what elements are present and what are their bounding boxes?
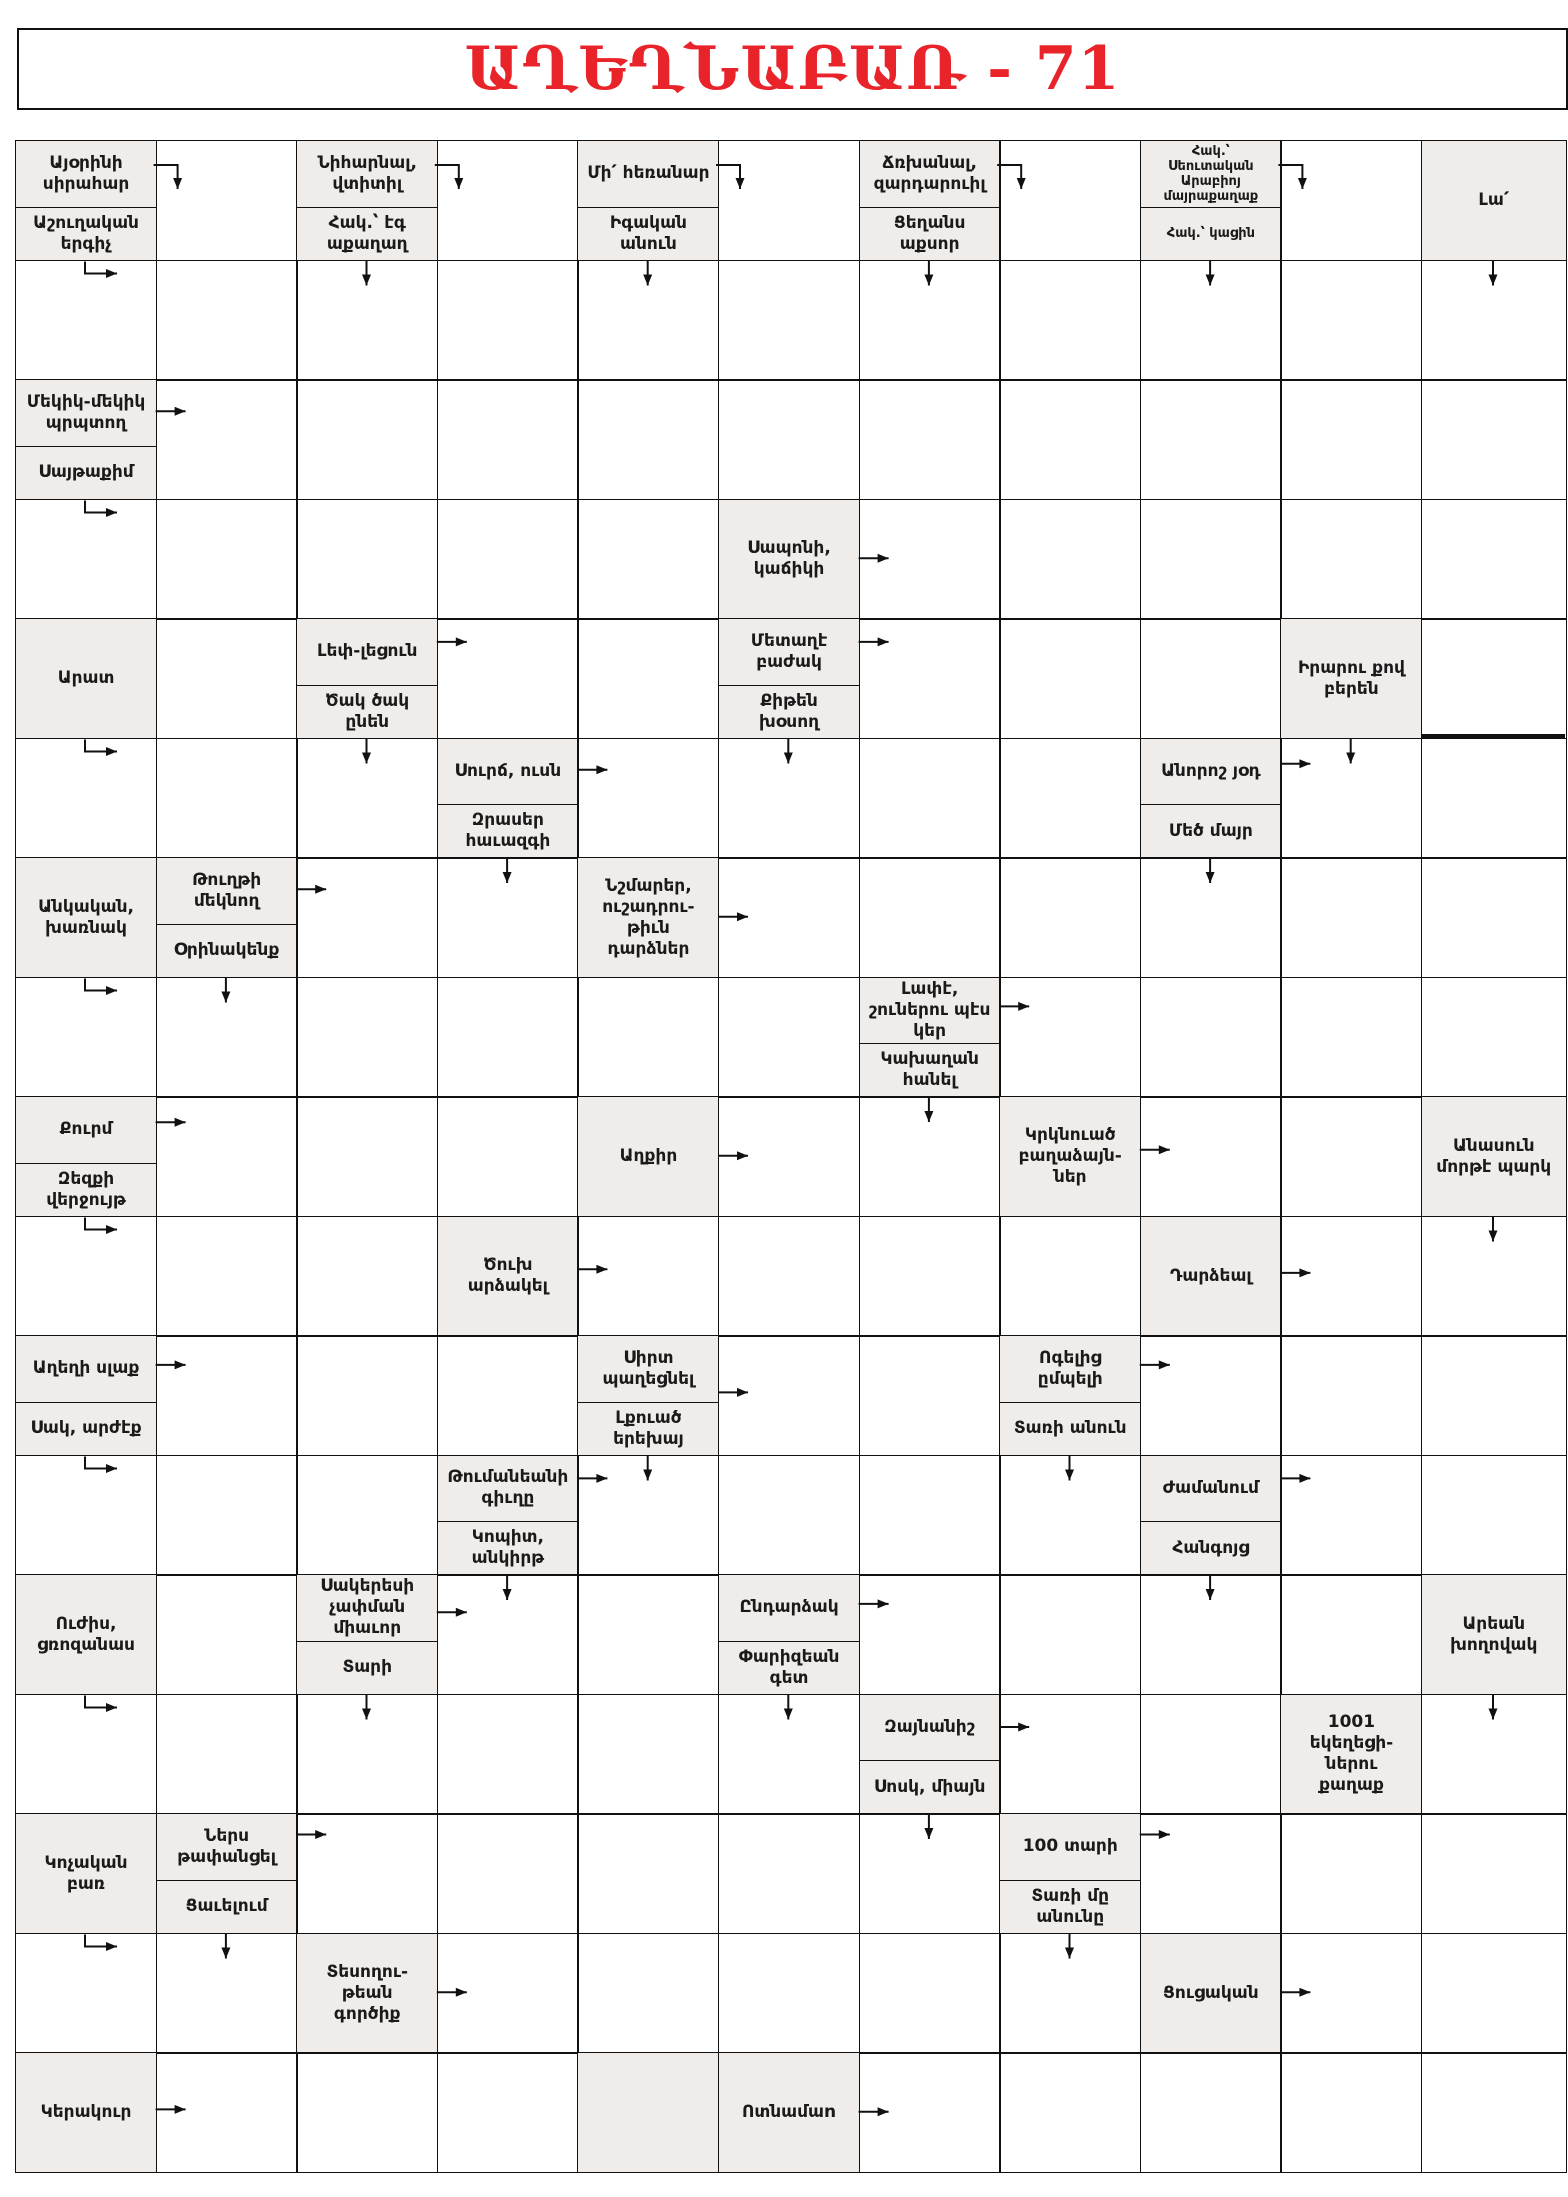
answer-cell[interactable] (859, 1096, 1001, 1217)
answer-cell[interactable] (296, 1096, 438, 1217)
answer-cell[interactable] (999, 1455, 1141, 1576)
answer-cell[interactable] (437, 1694, 579, 1815)
answer-cell[interactable] (156, 1574, 298, 1695)
answer-cell[interactable] (718, 260, 860, 381)
clue-text: Սուրճ, ուսն (454, 760, 562, 781)
clue-text: Կախաղան հանել (880, 1049, 979, 1091)
clue-text: Մի՛ հեռանար (587, 163, 710, 184)
clue-cell (437, 738, 579, 859)
clue-text: Սոսկ, միայն (873, 1776, 986, 1797)
answer-cell[interactable] (156, 1455, 298, 1576)
answer-cell[interactable] (718, 738, 860, 859)
clue-text: Ժամանում (1162, 1477, 1259, 1498)
answer-cell[interactable] (859, 379, 1001, 500)
answer-cell[interactable] (1421, 1933, 1567, 2054)
clue-divider (438, 1521, 578, 1522)
clue-cell (1140, 1455, 1282, 1576)
clue-divider (1000, 1880, 1140, 1881)
answer-cell[interactable] (296, 1813, 438, 1934)
clue-divider (297, 207, 437, 208)
clue-text: Անասուն մորթէ պարկ (1436, 1135, 1552, 1177)
clue-divider (1000, 1402, 1140, 1403)
clue-cell (718, 499, 860, 620)
answer-cell[interactable] (156, 977, 298, 1098)
answer-cell[interactable] (1280, 379, 1422, 500)
answer-cell[interactable] (15, 1455, 157, 1576)
answer-cell[interactable] (156, 2052, 298, 2173)
answer-cell[interactable] (1280, 1096, 1422, 1217)
answer-cell[interactable] (296, 1216, 438, 1337)
clue-text: Զայնանիշ (884, 1716, 975, 1737)
answer-cell[interactable] (156, 738, 298, 859)
answer-cell[interactable] (1421, 1813, 1567, 1934)
answer-cell[interactable] (718, 1096, 860, 1217)
answer-cell[interactable] (577, 260, 719, 381)
answer-cell[interactable] (1140, 1813, 1282, 1934)
clue-cell (296, 1574, 438, 1695)
clue-text: Ցեղանս աքսոր (893, 212, 966, 254)
clue-text: Մեկիկ-մեկիկ պրպտող (26, 391, 146, 433)
clue-text: Նշմարեր, ուշադրու- թիւն դարձներ (602, 875, 695, 959)
clue-cell (1280, 618, 1422, 739)
clue-text: Արեան խողովակ (1450, 1613, 1538, 1655)
answer-cell[interactable] (15, 977, 157, 1098)
answer-cell[interactable] (15, 738, 157, 859)
clue-text: Մետաղէ բաժակ (750, 630, 828, 672)
clue-text: Զրասեր հաւազգի (465, 810, 551, 852)
clue-divider (16, 207, 156, 208)
answer-cell[interactable] (718, 1455, 860, 1576)
clue-cell (577, 857, 719, 978)
clue-text: Սայթաքիմ (38, 462, 134, 483)
clue-text: Թուղթի մեկնող (192, 869, 262, 911)
answer-cell[interactable] (296, 1455, 438, 1576)
clue-text: Ընդարձակ (739, 1597, 839, 1618)
answer-cell[interactable] (1421, 857, 1567, 978)
answer-cell[interactable] (577, 379, 719, 500)
answer-cell[interactable] (15, 499, 157, 620)
answer-cell[interactable] (1421, 1335, 1567, 1456)
clue-cell (15, 1574, 157, 1695)
clue-text: Քուրմ (59, 1119, 113, 1140)
answer-cell[interactable] (859, 738, 1001, 859)
answer-cell[interactable] (999, 1694, 1141, 1815)
answer-cell[interactable] (1280, 1933, 1422, 2054)
clue-cell (859, 977, 1001, 1098)
clue-text: Հակ.՝ կացին (1166, 226, 1255, 242)
clue-cell (15, 2052, 157, 2173)
clue-divider (157, 924, 297, 925)
clue-text: Անկական, խառնակ (38, 896, 134, 938)
clue-text: 100 տարի (1022, 1836, 1118, 1857)
answer-cell[interactable] (15, 1216, 157, 1337)
answer-cell[interactable] (437, 1933, 579, 2054)
clue-text: Աշուղական երգիչ (33, 212, 139, 254)
answer-cell[interactable] (718, 857, 860, 978)
answer-cell[interactable] (296, 499, 438, 620)
answer-cell[interactable] (156, 379, 298, 500)
clue-text: Հակ.՝ էգ աքաղաղ (326, 212, 408, 254)
clue-divider (578, 1402, 718, 1403)
answer-cell[interactable] (718, 977, 860, 1098)
clue-text: Ճռխանալ, զարդարուիլ (873, 152, 986, 194)
clue-text: Կոչական բառ (44, 1852, 128, 1894)
clue-cell (15, 618, 157, 739)
clue-text: Թումանեանի գիւղը (447, 1467, 569, 1509)
clue-text: Կոպիտ, անկիրթ (471, 1527, 545, 1569)
clue-text: Տեսողու- թեան գործիք (326, 1961, 409, 2024)
clue-cell (577, 1335, 719, 1456)
answer-cell[interactable] (437, 1335, 579, 1456)
answer-cell[interactable] (859, 857, 1001, 978)
answer-cell[interactable] (718, 1813, 860, 1934)
answer-cell[interactable] (1280, 857, 1422, 978)
clue-divider (16, 446, 156, 447)
clue-text: Լքուած երեխայ (613, 1407, 684, 1449)
answer-cell[interactable] (156, 1694, 298, 1815)
answer-cell[interactable] (577, 1813, 719, 1934)
clue-divider (860, 207, 1000, 208)
answer-cell[interactable] (1140, 1096, 1282, 1217)
answer-cell[interactable] (999, 738, 1141, 859)
clue-cell (15, 1813, 157, 1934)
clue-text: Մեծ մայր (1168, 820, 1253, 841)
clue-cell (156, 857, 298, 978)
answer-cell[interactable] (437, 857, 579, 978)
clue-text: Ցաւելում (185, 1896, 268, 1917)
answer-cell[interactable] (859, 1574, 1001, 1695)
answer-cell[interactable] (1421, 1694, 1567, 1815)
answer-cell[interactable] (999, 260, 1141, 381)
answer-cell[interactable] (437, 1574, 579, 1695)
answer-cell[interactable] (1421, 618, 1567, 739)
clue-cell (156, 1813, 298, 1934)
clue-divider (860, 1760, 1000, 1761)
answer-cell[interactable] (999, 618, 1141, 739)
answer-cell[interactable] (999, 1216, 1141, 1337)
clue-text: Դարձեալ (1169, 1265, 1252, 1286)
answer-cell[interactable] (437, 977, 579, 1098)
answer-cell[interactable] (577, 738, 719, 859)
clue-cell (437, 1216, 579, 1337)
answer-cell[interactable] (1280, 1574, 1422, 1695)
clue-text: Կրկնուած բաղաձայն- ներ (1018, 1125, 1122, 1188)
clue-text: Տարի (342, 1657, 393, 1678)
clue-cell (15, 379, 157, 500)
answer-cell[interactable] (156, 1335, 298, 1456)
answer-cell[interactable] (296, 1694, 438, 1815)
clue-text: Տառի մը անունը (1031, 1885, 1110, 1927)
answer-cell[interactable] (296, 260, 438, 381)
answer-cell[interactable] (718, 140, 860, 261)
answer-cell[interactable] (577, 1216, 719, 1337)
clue-text: Սակ, արժէք (30, 1418, 142, 1439)
clue-text: Ներս թափանցել (177, 1825, 276, 1867)
answer-cell[interactable] (859, 499, 1001, 620)
clue-divider (719, 685, 859, 686)
answer-cell[interactable] (156, 1933, 298, 2054)
clue-divider (16, 1163, 156, 1164)
clue-text: Սակերեսի չափման միաւոր (320, 1576, 415, 1639)
answer-cell[interactable] (1421, 2052, 1567, 2173)
clue-divider (1141, 804, 1281, 805)
answer-cell[interactable] (577, 1574, 719, 1695)
answer-cell[interactable] (718, 1694, 860, 1815)
answer-cell[interactable] (577, 977, 719, 1098)
answer-cell[interactable] (1140, 260, 1282, 381)
answer-cell[interactable] (437, 618, 579, 739)
answer-cell[interactable] (1280, 1335, 1422, 1456)
answer-cell[interactable] (1421, 977, 1567, 1098)
answer-cell[interactable] (1140, 1335, 1282, 1456)
answer-cell[interactable] (577, 1694, 719, 1815)
answer-cell[interactable] (999, 977, 1141, 1098)
answer-cell[interactable] (859, 260, 1001, 381)
answer-cell[interactable] (999, 1574, 1141, 1695)
answer-cell[interactable] (1140, 379, 1282, 500)
answer-cell[interactable] (577, 1455, 719, 1576)
answer-cell[interactable] (1280, 1455, 1422, 1576)
answer-cell[interactable] (1280, 1216, 1422, 1337)
answer-cell[interactable] (437, 1813, 579, 1934)
answer-cell[interactable] (296, 1335, 438, 1456)
clue-text: Փարիզեան գետ (738, 1646, 840, 1688)
clue-text: Այօրինի սիրահար (42, 152, 130, 194)
answer-cell[interactable] (999, 499, 1141, 620)
clue-cell (437, 1455, 579, 1576)
clue-cell (859, 140, 1001, 261)
clue-text: Աղքիր (619, 1146, 678, 1167)
clue-cell (1140, 140, 1282, 261)
clue-cell (1140, 738, 1282, 859)
answer-cell[interactable] (577, 1933, 719, 2054)
clue-cell (1280, 1694, 1422, 1815)
clue-divider (297, 1641, 437, 1642)
answer-cell[interactable] (718, 1216, 860, 1337)
clue-cell (1140, 1216, 1282, 1337)
answer-cell[interactable] (1140, 618, 1282, 739)
clue-text: Լեփ-լեցուն (317, 641, 418, 662)
answer-cell[interactable] (437, 140, 579, 261)
clue-divider (157, 1880, 297, 1881)
clue-text: Ոգելից ըմպելի (1037, 1347, 1103, 1389)
answer-cell[interactable] (296, 857, 438, 978)
clue-cell (296, 1933, 438, 2054)
answer-cell[interactable] (859, 1335, 1001, 1456)
clue-text: Տառի անուն (1013, 1418, 1127, 1439)
clue-text: Նիհարնալ, վտիտիլ (317, 152, 417, 194)
clue-text: Լափէ, շուներու պէս կեր (868, 978, 991, 1041)
answer-cell[interactable] (1280, 260, 1422, 381)
answer-cell[interactable] (1140, 977, 1282, 1098)
answer-cell[interactable] (1280, 1813, 1422, 1934)
puzzle-title: ԱՂԵՂՆԱԲԱՌ - 71 (464, 34, 1121, 104)
clue-text: Ծակ ծակ ընեն (325, 690, 410, 732)
answer-cell[interactable] (15, 1933, 157, 2054)
clue-divider (578, 207, 718, 208)
answer-cell[interactable] (999, 2052, 1141, 2173)
answer-cell[interactable] (1140, 857, 1282, 978)
clue-text: Ծուխ արձակել (467, 1255, 548, 1297)
answer-cell[interactable] (1140, 2052, 1282, 2173)
answer-cell[interactable] (1140, 1694, 1282, 1815)
answer-cell[interactable] (859, 618, 1001, 739)
clue-text: Իրարու քով բերեն (1297, 657, 1405, 699)
answer-cell[interactable] (156, 1096, 298, 1217)
answer-cell[interactable] (1421, 1455, 1567, 1576)
clue-divider (1141, 1521, 1281, 1522)
answer-cell[interactable] (577, 618, 719, 739)
clue-text: Հանգոյց (1172, 1537, 1250, 1558)
clue-cell (15, 140, 157, 261)
answer-cell[interactable] (1421, 499, 1567, 620)
answer-cell[interactable] (859, 1216, 1001, 1337)
clue-cell (859, 1694, 1001, 1815)
answer-cell[interactable] (296, 2052, 438, 2173)
answer-cell[interactable] (1140, 499, 1282, 620)
clue-divider (1141, 207, 1281, 208)
clue-cell (1421, 1574, 1567, 1695)
clue-text: Լա՛ (1478, 190, 1510, 211)
answer-cell[interactable] (296, 379, 438, 500)
answer-cell[interactable] (718, 1933, 860, 2054)
answer-cell[interactable] (1421, 738, 1567, 859)
answer-cell[interactable] (1421, 1216, 1567, 1337)
answer-cell[interactable] (15, 1694, 157, 1815)
answer-cell[interactable] (156, 618, 298, 739)
answer-cell[interactable] (15, 260, 157, 381)
answer-cell[interactable] (999, 857, 1141, 978)
clue-cell (15, 857, 157, 978)
answer-cell[interactable] (859, 1933, 1001, 2054)
answer-cell[interactable] (437, 379, 579, 500)
clue-cell (718, 618, 860, 739)
clue-cell (577, 1096, 719, 1217)
answer-cell[interactable] (437, 499, 579, 620)
clue-text: Զեզքի վերջույթ (46, 1168, 126, 1210)
clue-text: Սապոնի, կաճիկի (747, 538, 831, 580)
clue-text: Աղեղի սլաք (32, 1358, 140, 1379)
clue-cell (1140, 1933, 1282, 2054)
clue-cell (1421, 140, 1567, 261)
clue-divider (719, 1641, 859, 1642)
clue-text: Ուժիս, ցռոզանաս (37, 1613, 135, 1655)
clue-cell (999, 1335, 1141, 1456)
clue-cell (577, 140, 719, 261)
clue-divider (860, 1043, 1000, 1044)
answer-cell[interactable] (156, 260, 298, 381)
puzzle-title-box (17, 28, 1568, 110)
answer-cell[interactable] (156, 140, 298, 261)
answer-cell[interactable] (1280, 140, 1422, 261)
clue-cell (296, 618, 438, 739)
clue-cell (718, 1574, 860, 1695)
answer-cell[interactable] (859, 1455, 1001, 1576)
clue-text: Իգական անուն (609, 212, 687, 254)
clue-cell (15, 1096, 157, 1217)
clue-cell (999, 1096, 1141, 1217)
answer-cell[interactable] (859, 1813, 1001, 1934)
answer-cell[interactable] (999, 1933, 1141, 2054)
answer-cell[interactable] (577, 499, 719, 620)
answer-cell[interactable] (156, 1216, 298, 1337)
clue-text: Անորոշ յօդ (1161, 760, 1261, 781)
answer-cell[interactable] (1280, 977, 1422, 1098)
clue-cell (577, 2052, 719, 2173)
answer-cell[interactable] (718, 1335, 860, 1456)
clue-text: Կերակուր (40, 2102, 132, 2123)
clue-text: 1001 եկեղեցի- ներու քաղաք (1309, 1712, 1394, 1796)
answer-cell[interactable] (1280, 2052, 1422, 2173)
answer-cell[interactable] (1140, 1574, 1282, 1695)
clue-text: Սիրտ պաղեցնել (602, 1347, 695, 1389)
clue-text: Հակ.՝ Սեուտական Արաբիոյ մայրաքաղաք (1163, 143, 1259, 204)
answer-cell[interactable] (437, 260, 579, 381)
answer-cell[interactable] (1421, 260, 1567, 381)
clue-divider (16, 1402, 156, 1403)
answer-cell[interactable] (999, 140, 1141, 261)
answer-cell[interactable] (296, 738, 438, 859)
clue-cell (718, 2052, 860, 2173)
answer-cell[interactable] (437, 2052, 579, 2173)
clue-text: Քիթեն խօսող (759, 690, 820, 732)
clue-text: Արատ (57, 668, 115, 689)
answer-cell[interactable] (296, 977, 438, 1098)
answer-cell[interactable] (1280, 738, 1422, 859)
clue-divider (297, 685, 437, 686)
clue-divider (438, 804, 578, 805)
clue-text: Օրինակենք (173, 940, 280, 961)
clue-cell (15, 1335, 157, 1456)
answer-cell[interactable] (1421, 379, 1567, 500)
clue-text (578, 2053, 718, 2173)
answer-cell[interactable] (859, 2052, 1001, 2173)
answer-cell[interactable] (1280, 499, 1422, 620)
answer-cell[interactable] (437, 1096, 579, 1217)
answer-cell[interactable] (999, 379, 1141, 500)
answer-cell[interactable] (156, 499, 298, 620)
clue-cell (296, 140, 438, 261)
answer-cell[interactable] (718, 379, 860, 500)
clue-cell (1421, 1096, 1567, 1217)
clue-text: Ոտնամաn (741, 2102, 837, 2123)
clue-text: Ցուցական (1163, 1982, 1259, 2003)
clue-cell (999, 1813, 1141, 1934)
